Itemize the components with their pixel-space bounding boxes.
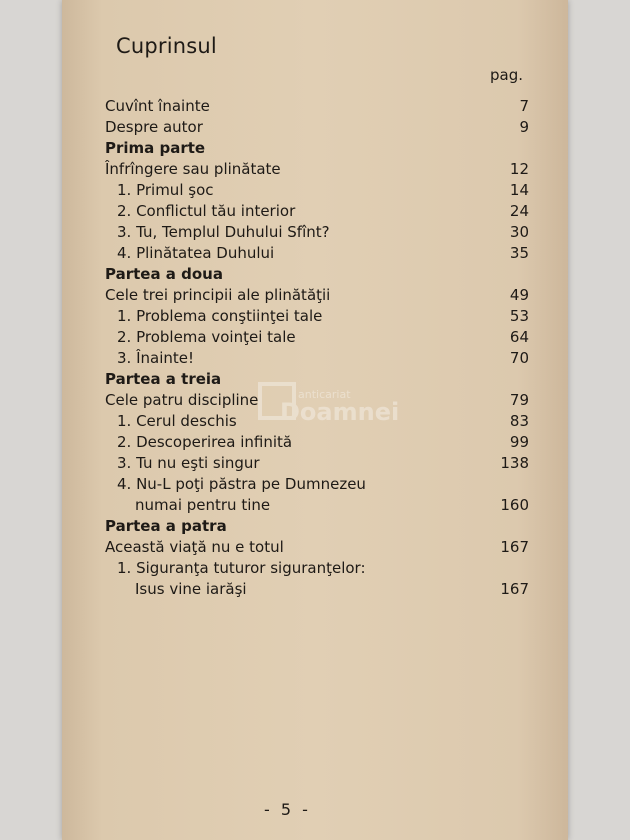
page-column-label: pag. (490, 66, 524, 84)
toc-chapter: 1. Siguranţa tuturor siguranţelor: (117, 559, 366, 577)
watermark-logo (258, 380, 408, 430)
toc-chapter: 2. Problema voinţei tale 64 (117, 328, 529, 346)
svg-text:anticariat: anticariat (298, 388, 351, 401)
toc-chapter: 3. Tu nu eşti singur 138 (117, 454, 529, 472)
toc-chapter: 1. Problema conştiinţei tale 53 (117, 307, 529, 325)
toc-chapter: 1. Primul şoc 14 (117, 181, 529, 199)
toc-chapter-continuation: Isus vine iarăşi 167 (135, 580, 529, 598)
toc-chapter: 3. Înainte! 70 (117, 349, 529, 367)
toc-entry: Această viaţă nu e totul 167 (105, 538, 529, 556)
toc-section-heading: Partea a doua (105, 265, 223, 283)
toc-section-heading: Partea a treia (105, 370, 222, 388)
svg-text:Doamnei: Doamnei (280, 398, 400, 426)
toc-chapter: 1. Cerul deschis 83 (117, 412, 529, 430)
toc-entry: Cele trei principii ale plinătăţii 49 (105, 286, 529, 304)
toc-chapter: 4. Plinătatea Duhului 35 (117, 244, 529, 262)
toc-entry: Cele patru discipline 79 (105, 391, 529, 409)
toc-entry: Înfrîngere sau plinătate 12 (105, 160, 529, 178)
toc-entry: Despre autor 9 (105, 118, 529, 136)
page-title: Cuprinsul (116, 34, 217, 58)
toc-chapter: 3. Tu, Templul Duhului Sfînt? 30 (117, 223, 529, 241)
toc-chapter-continuation: numai pentru tine 160 (135, 496, 529, 514)
toc-section-heading: Prima parte (105, 139, 206, 157)
toc-chapter: 2. Conflictul tău interior 24 (117, 202, 529, 220)
table-of-contents (105, 96, 529, 600)
toc-chapter: 2. Descoperirea infinită 99 (117, 433, 529, 451)
toc-entry: Cuvînt înainte 7 (105, 97, 529, 115)
toc-section-heading: Partea a patra (105, 517, 227, 535)
toc-chapter: 4. Nu-L poţi păstra pe Dumnezeu (117, 475, 366, 493)
page-number: - 5 - (264, 800, 311, 819)
